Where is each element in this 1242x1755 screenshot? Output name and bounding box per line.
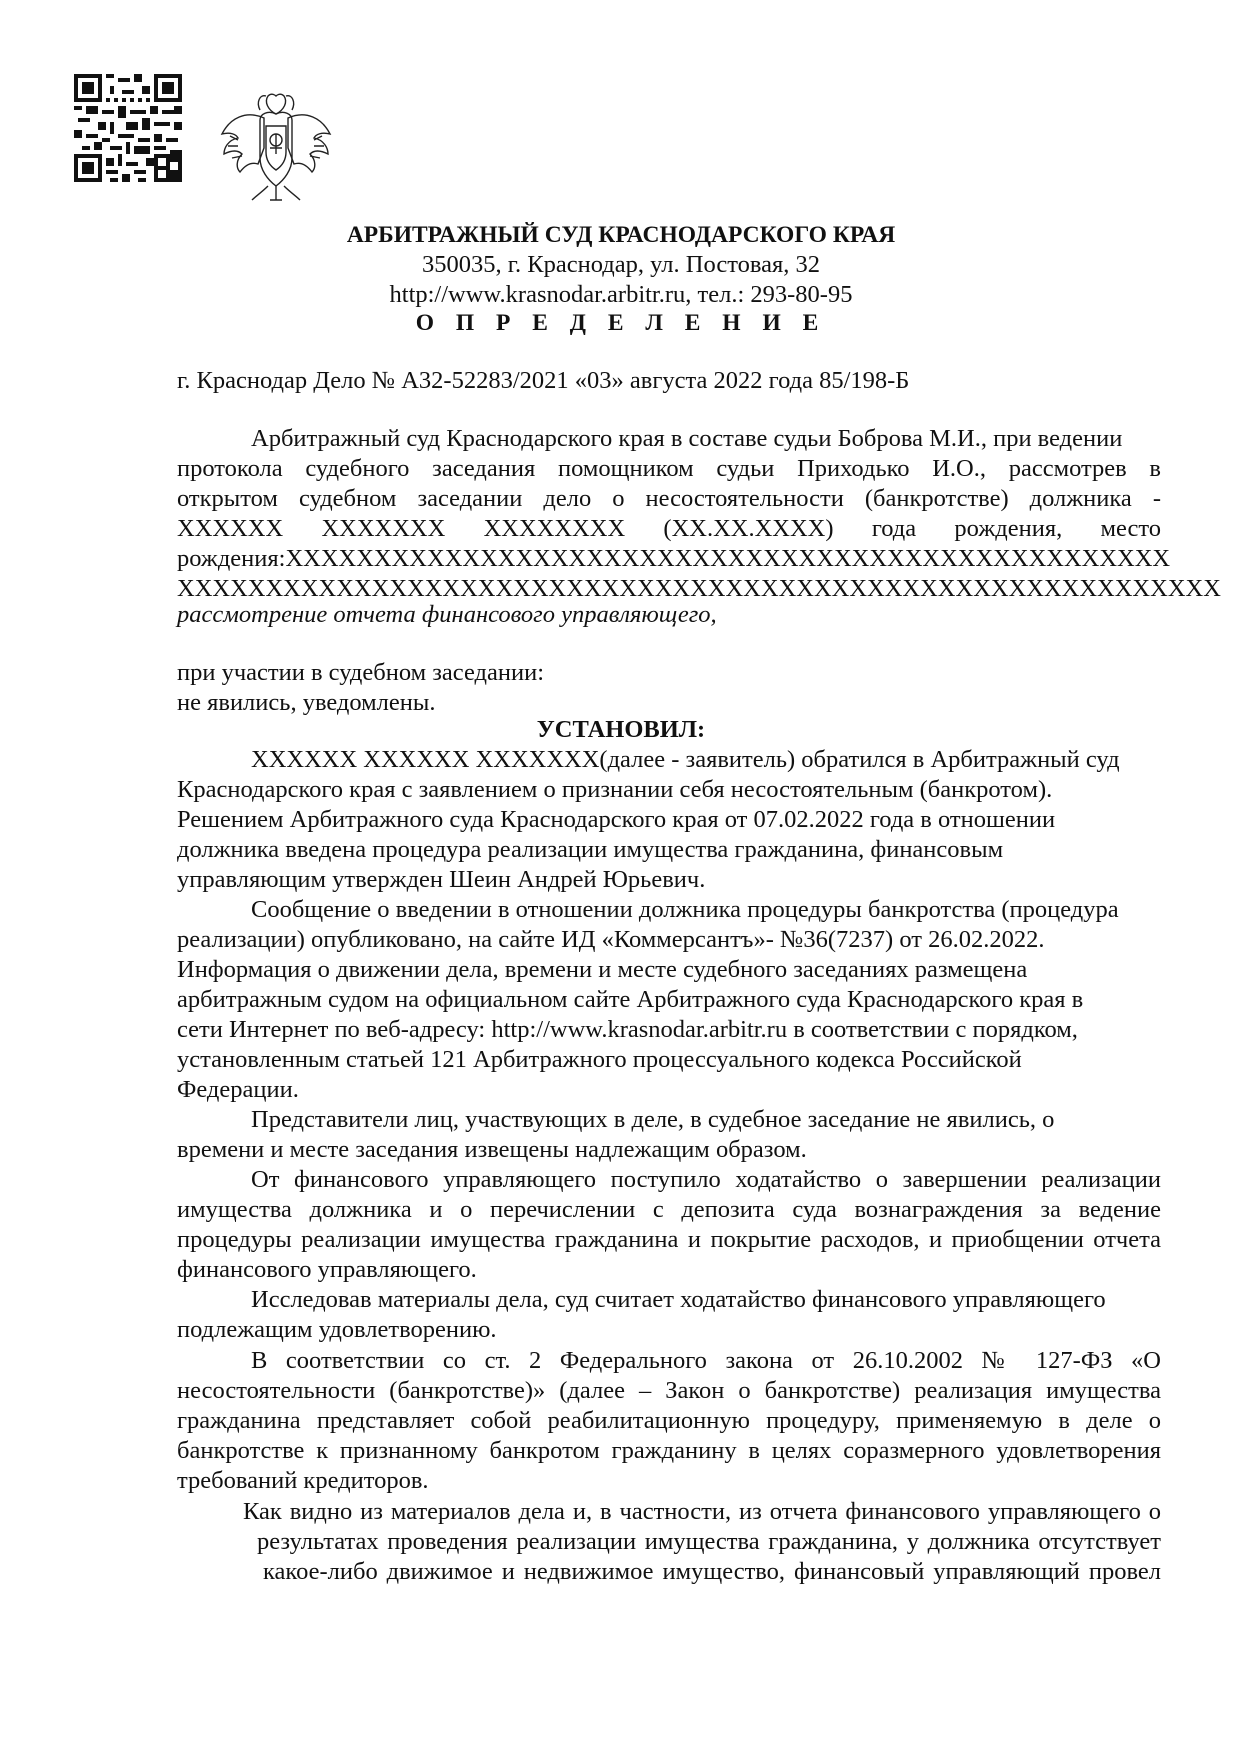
- p2-line-1: Сообщение о введении в отношении должника процедуры банкротства (процедура: [251, 896, 1119, 923]
- paragraph-law: [177, 1346, 1161, 1496]
- p2-line-3: Информация о движении дела, времени и месте судебного заседаниях размещена: [177, 956, 1028, 983]
- p1-line-3: Решением Арбитражного суда Краснодарского края от 07.02.2022 года в отношении: [177, 806, 1056, 833]
- court-name: АРБИТРАЖНЫЙ СУД КРАСНОДАРСКОГО КРАЯ: [346, 222, 896, 248]
- coat-of-arms-icon: [216, 88, 336, 206]
- p6-line-1: В соответствии со ст. 2 Федерального закона от 26.10.2002 № 127-ФЗ «О: [251, 1347, 1161, 1374]
- p2-line-4: арбитражным судом на официальном сайте Арбитражного суда Краснодарского края в: [177, 986, 1084, 1013]
- court-site-phone: http://www.krasnodar.arbitr.ru, тел.: 293-80-95: [389, 281, 853, 308]
- case-line: г. Краснодар Дело № А32-52283/2021 «03» августа 2022 года 85/198-Б: [177, 367, 910, 394]
- p3-line-1: Представители лиц, участвующих в деле, в судебное заседание не явились, о: [251, 1106, 1055, 1133]
- p4-line-1: От финансового управляющего поступило ходатайство о завершении реализации: [251, 1166, 1161, 1193]
- p5-line-2: подлежащим удовлетворению.: [177, 1316, 497, 1343]
- p2-line-7: Федерации.: [177, 1076, 299, 1103]
- intro-paragraph: [177, 424, 1221, 604]
- p4-line-2: имущества должника и о перечислении с депозита суда вознаграждения за ведение: [177, 1196, 1161, 1223]
- p1-line-2: Краснодарского края с заявлением о признании себя несостоятельным (банкротом).: [177, 776, 1053, 803]
- p4-line-3: процедуры реализации имущества гражданина и покрытие расходов, и приобщении отчета: [177, 1226, 1161, 1253]
- paragraph-petition: [177, 1165, 1161, 1285]
- paragraph-representatives: [177, 1105, 1177, 1165]
- intro-line-6: XXXXXXXXXXXXXXXXXXXXXXXXXXXXXXXXXXXXXXXXXXXXXXXXXXXXXXXXXXX: [177, 575, 1221, 602]
- p7-line-2: результатах проведения реализации имущества гражданина, у должника отсутствует: [257, 1528, 1161, 1555]
- intro-line-1: Арбитражный суд Краснодарского края в составе судьи Боброва М.И., при ведении: [251, 425, 1123, 452]
- p5-line-1: Исследовав материалы дела, суд считает ходатайство финансового управляющего: [251, 1286, 1106, 1313]
- p2-line-2: реализации) опубликовано, на сайте ИД «Коммерсантъ»- №36(7237) от 26.02.2022.: [177, 926, 1045, 953]
- established-heading: УСТАНОВИЛ:: [536, 716, 706, 743]
- p1-line-1: XXXXXX XXXXXX XXXXXXX(далее - заявитель) обратился в Арбитражный суд: [251, 746, 1120, 773]
- case-subject: рассмотрение отчета финансового управляющего,: [177, 601, 717, 628]
- p6-line-5: требований кредиторов.: [177, 1467, 429, 1494]
- document-title: О П Р Е Д Е Л Е Н И Е: [415, 310, 827, 336]
- p7-line-3: какое-либо движимое и недвижимое имущество, финансовый управляющий провел: [263, 1558, 1161, 1585]
- participants-label: при участии в судебном заседании:: [177, 659, 545, 686]
- paragraph-applicant: [177, 745, 1177, 895]
- paragraph-conclusion: [177, 1285, 1177, 1345]
- qr-code-icon: [74, 74, 182, 182]
- p1-line-5: управляющим утвержден Шеин Андрей Юрьевич.: [177, 866, 706, 893]
- p6-line-4: банкротстве к признанному банкротом гражданину в целях соразмерного удовлетворения: [177, 1437, 1161, 1464]
- paragraph-publication: [177, 895, 1177, 1105]
- p2-line-6: установленным статьей 121 Арбитражного процессуального кодекса Российской: [177, 1046, 1022, 1073]
- court-address: 350035, г. Краснодар, ул. Постовая, 32: [422, 251, 820, 278]
- p4-line-4: финансового управляющего.: [177, 1256, 477, 1283]
- p1-line-4: должника введена процедура реализации имущества гражданина, финансовым: [177, 836, 1004, 863]
- intro-line-2: протокола судебного заседания помощником судьи Приходько И.О., рассмотрев в: [177, 455, 1161, 482]
- p7-line-1: Как видно из материалов дела и, в частности, из отчета финансового управляющего о: [243, 1498, 1161, 1525]
- intro-line-5: рождения:XXXXXXXXXXXXXXXXXXXXXXXXXXXXXXXXXXXXXXXXXXXXXXXXXX: [177, 545, 1171, 572]
- p3-line-2: времени и месте заседания извещены надлежащим образом.: [177, 1136, 807, 1163]
- intro-line-3: открытом судебном заседании дело о несостоятельности (банкротстве) должника -: [177, 485, 1161, 512]
- participants-status: не явились, уведомлены.: [177, 689, 436, 716]
- p2-line-5: сети Интернет по веб-адресу: http://www.krasnodar.arbitr.ru в соответствии с порядком,: [177, 1016, 1078, 1043]
- intro-line-4: XXXXXX XXXXXXX XXXXXXXX (XX.XX.XXXX) года рождения, место: [177, 515, 1161, 542]
- p6-line-3: гражданина представляет собой реабилитационную процедуру, применяемую в деле о: [177, 1407, 1161, 1434]
- p6-line-2: несостоятельности (банкротстве)» (далее – Закон о банкротстве) реализация имущества: [177, 1377, 1161, 1404]
